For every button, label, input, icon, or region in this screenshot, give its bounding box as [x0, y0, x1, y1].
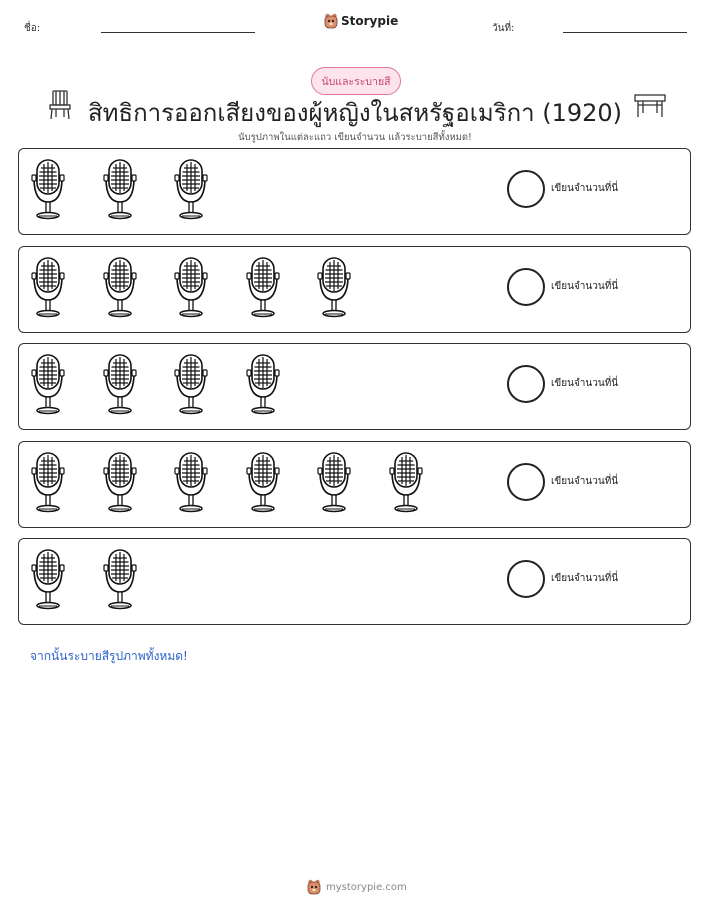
microphone-icon[interactable]	[246, 451, 280, 513]
site-url[interactable]: mystorypie.com	[326, 881, 407, 893]
answer-label: เขียนจำนวนที่นี่	[551, 183, 619, 194]
answer-circle[interactable]	[507, 560, 545, 598]
date-label: วันที่:	[492, 23, 515, 34]
microphone-icon[interactable]	[31, 353, 65, 415]
storypie-mascot-icon	[307, 879, 321, 895]
worksheet-type-badge: นับและระบายสี	[311, 67, 401, 95]
answer-label: เขียนจำนวนที่นี่	[551, 476, 619, 487]
microphone-icon[interactable]	[174, 256, 208, 318]
brand-name: Storypie	[341, 14, 399, 28]
microphone-icon[interactable]	[317, 256, 351, 318]
name-line[interactable]	[101, 32, 255, 33]
chair-icon	[47, 89, 73, 121]
microphone-icon[interactable]	[103, 158, 137, 220]
microphone-icon[interactable]	[31, 451, 65, 513]
microphone-icon[interactable]	[174, 451, 208, 513]
microphone-icon[interactable]	[389, 451, 423, 513]
microphone-icon[interactable]	[246, 353, 280, 415]
answer-circle[interactable]	[507, 268, 545, 306]
counting-row	[18, 441, 691, 528]
storypie-mascot-icon	[324, 13, 338, 29]
microphone-icon[interactable]	[103, 548, 137, 610]
date-line[interactable]	[563, 32, 687, 33]
microphone-icon[interactable]	[246, 256, 280, 318]
brand-logo	[324, 13, 398, 29]
counting-row	[18, 538, 691, 625]
microphone-icon[interactable]	[103, 353, 137, 415]
table-icon	[634, 93, 666, 119]
counting-row	[18, 148, 691, 235]
counting-row	[18, 343, 691, 430]
footer-site	[307, 879, 407, 895]
answer-label: เขียนจำนวนที่นี่	[551, 573, 619, 584]
name-label: ชื่อ:	[24, 23, 41, 34]
coloring-instruction: จากนั้นระบายสีรูปภาพทั้งหมด!	[30, 649, 188, 663]
microphone-icon[interactable]	[31, 548, 65, 610]
microphone-icon[interactable]	[31, 256, 65, 318]
answer-label: เขียนจำนวนที่นี่	[551, 281, 619, 292]
microphone-icon[interactable]	[317, 451, 351, 513]
counting-row	[18, 246, 691, 333]
microphone-icon[interactable]	[103, 256, 137, 318]
microphone-icon[interactable]	[174, 158, 208, 220]
answer-label: เขียนจำนวนที่นี่	[551, 378, 619, 389]
answer-circle[interactable]	[507, 170, 545, 208]
microphone-icon[interactable]	[174, 353, 208, 415]
answer-circle[interactable]	[507, 365, 545, 403]
page-title: สิทธิการออกเสียงของผู้หญิงในสหรัฐอเมริกา (1920)	[87, 99, 623, 127]
instructions: นับรูปภาพในแต่ละแถว เขียนจำนวน แล้วระบายสีทั้งหมด!	[238, 132, 472, 143]
microphone-icon[interactable]	[31, 158, 65, 220]
microphone-icon[interactable]	[103, 451, 137, 513]
answer-circle[interactable]	[507, 463, 545, 501]
